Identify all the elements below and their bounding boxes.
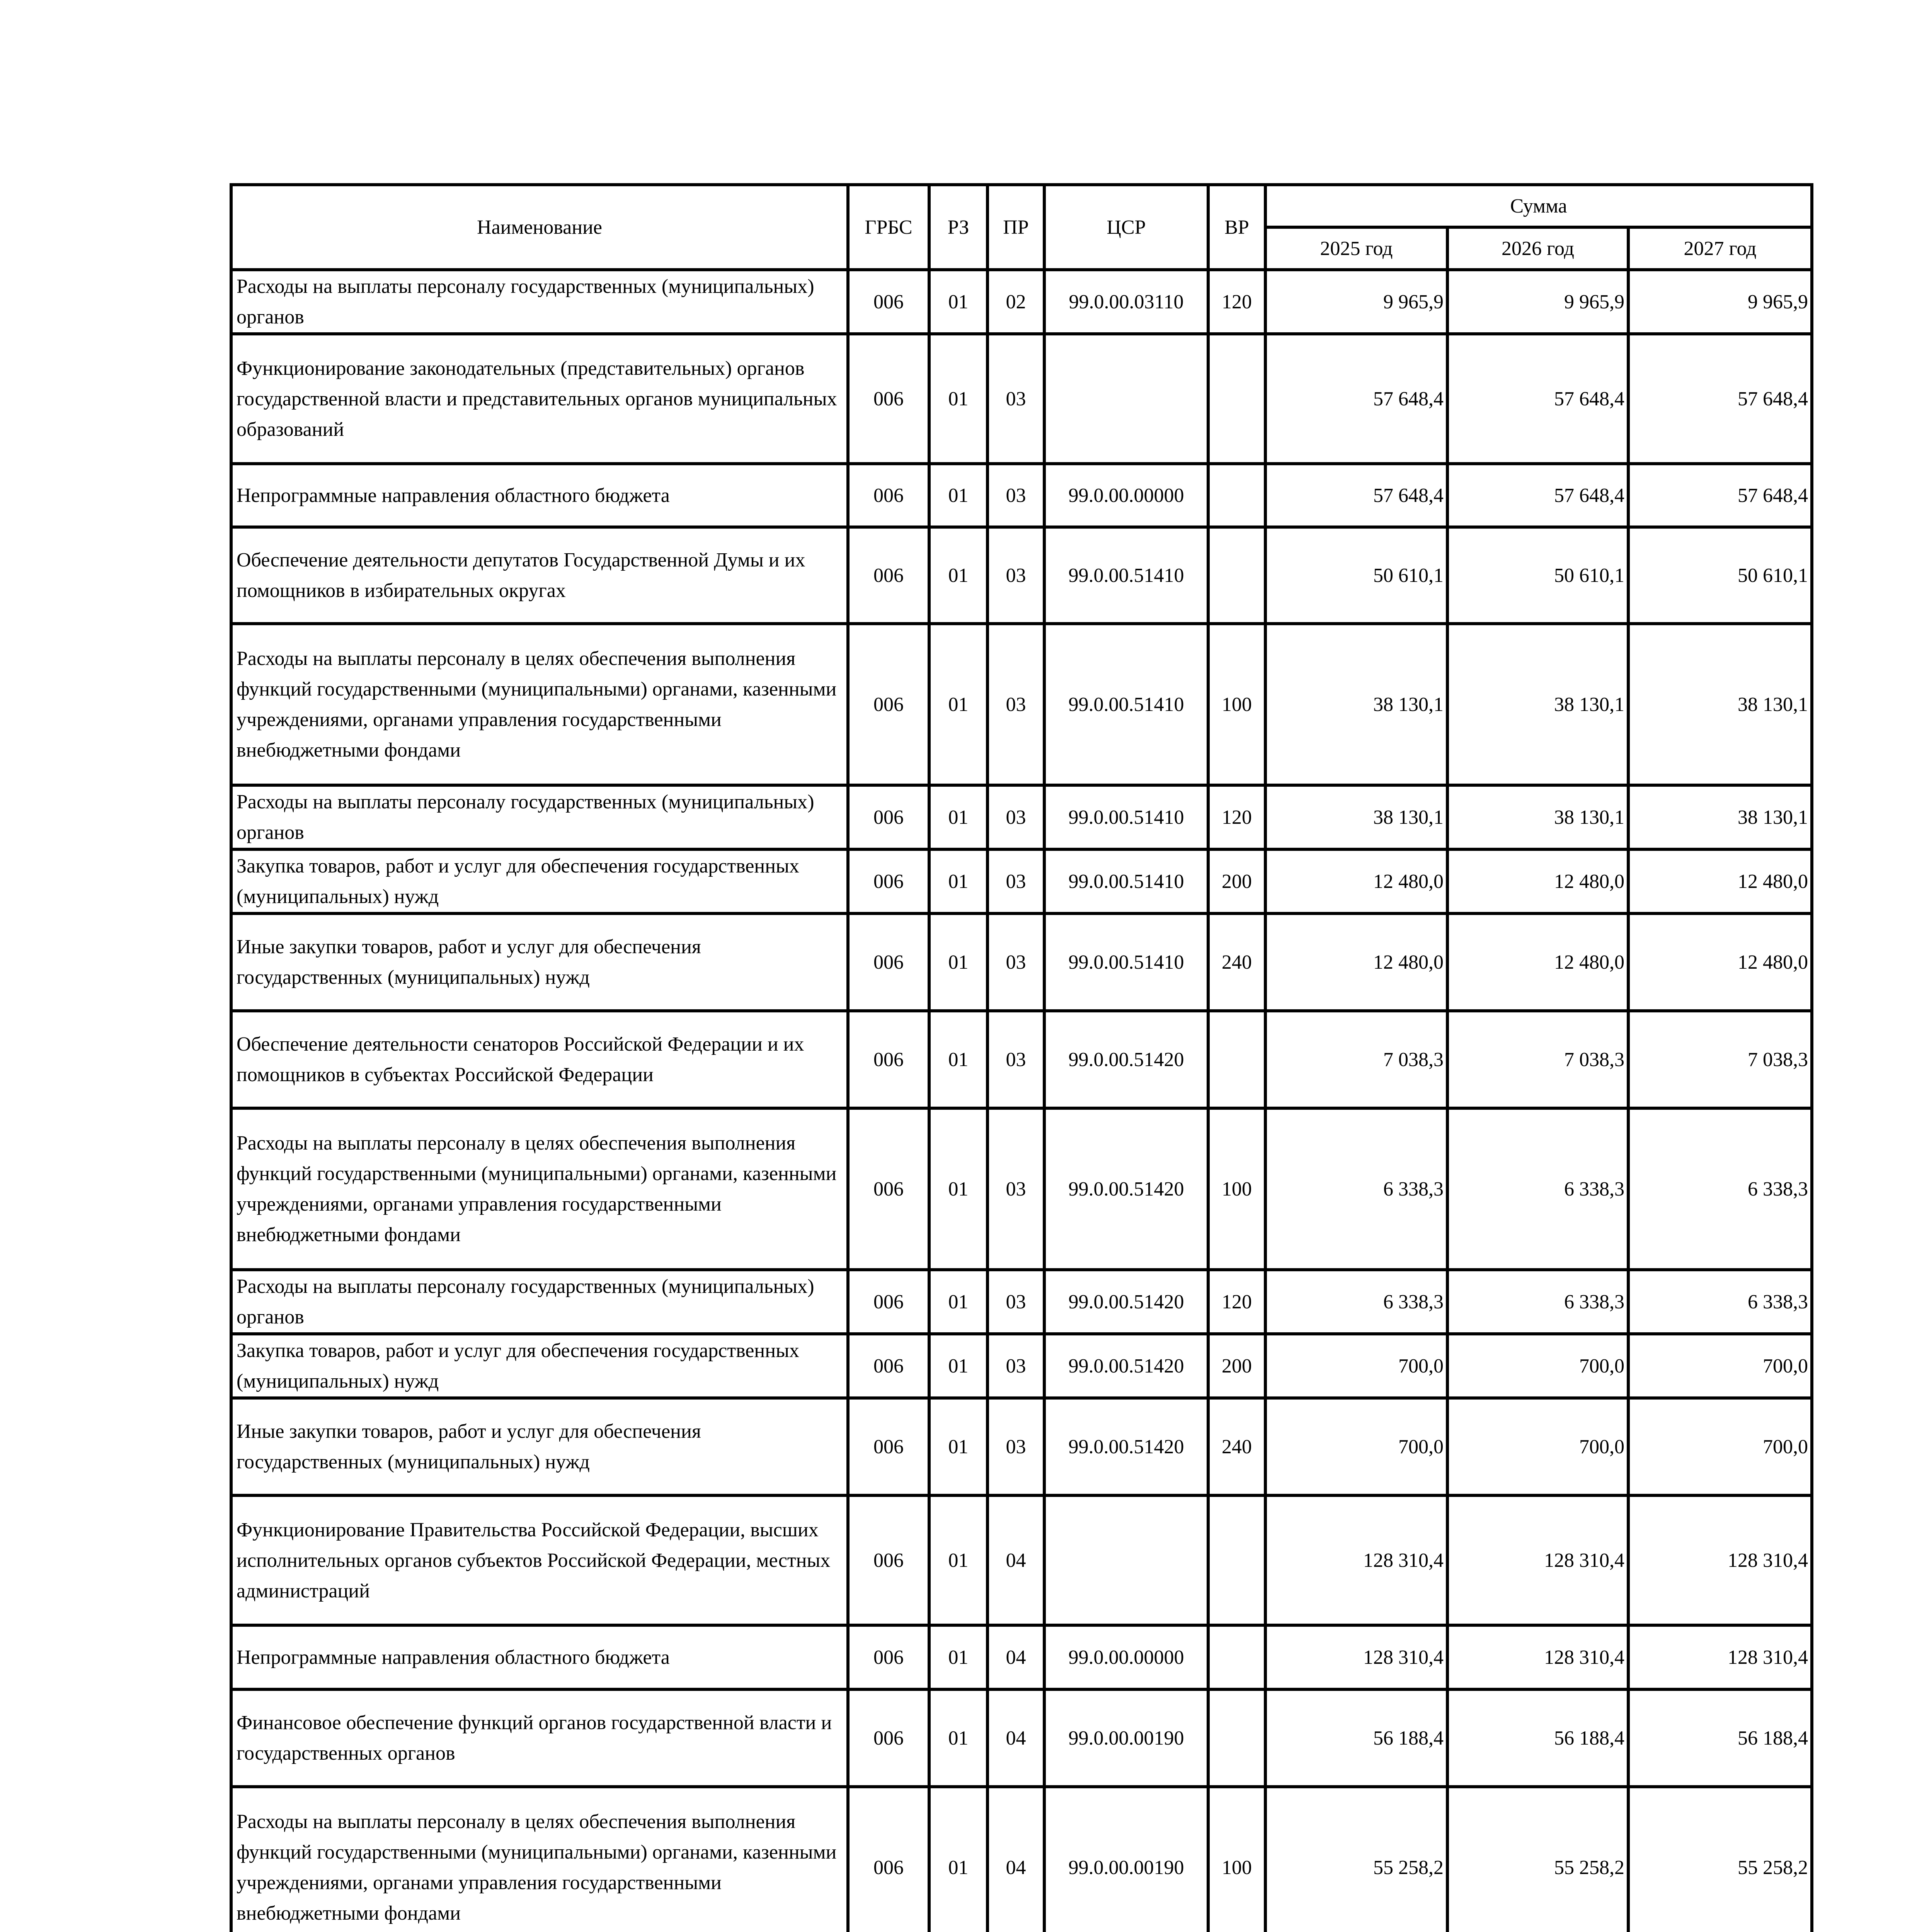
cell-vr — [1208, 1689, 1265, 1787]
cell-sum-2025: 38 130,1 — [1265, 785, 1447, 849]
cell-rz: 01 — [929, 1398, 987, 1495]
cell-sum-2027: 128 310,4 — [1628, 1495, 1812, 1625]
header-name: Наименование — [231, 185, 848, 270]
cell-rz: 01 — [929, 1625, 987, 1689]
cell-sum-2027: 12 480,0 — [1628, 913, 1812, 1011]
cell-sum-2025: 55 258,2 — [1265, 1787, 1447, 1932]
cell-sum-2026: 12 480,0 — [1447, 849, 1628, 913]
cell-name: Закупка товаров, работ и услуг для обеспечения государственных (муниципальных) нужд — [231, 849, 848, 913]
cell-pr: 02 — [987, 270, 1044, 334]
cell-pr: 03 — [987, 1398, 1044, 1495]
header-sum: Сумма — [1265, 185, 1812, 227]
cell-grbs: 006 — [848, 527, 929, 624]
cell-vr: 240 — [1208, 1398, 1265, 1495]
cell-sum-2027: 57 648,4 — [1628, 334, 1812, 464]
cell-rz: 01 — [929, 1689, 987, 1787]
cell-sum-2026: 6 338,3 — [1447, 1270, 1628, 1334]
cell-csr: 99.0.00.51410 — [1044, 624, 1208, 785]
cell-vr: 120 — [1208, 785, 1265, 849]
cell-rz: 01 — [929, 1787, 987, 1932]
cell-pr: 03 — [987, 527, 1044, 624]
cell-grbs: 006 — [848, 1334, 929, 1398]
cell-grbs: 006 — [848, 624, 929, 785]
cell-vr: 120 — [1208, 270, 1265, 334]
cell-vr: 120 — [1208, 1270, 1265, 1334]
cell-sum-2026: 9 965,9 — [1447, 270, 1628, 334]
cell-name: Функционирование Правительства Российской Федерации, высших исполнительных органов субъектов Российской Федерации, местных администраций — [231, 1495, 848, 1625]
cell-csr: 99.0.00.00000 — [1044, 464, 1208, 527]
table-row — [231, 270, 1812, 334]
cell-name: Непрограммные направления областного бюджета — [231, 1625, 848, 1689]
cell-rz: 01 — [929, 334, 987, 464]
cell-grbs: 006 — [848, 270, 929, 334]
table-row — [231, 785, 1812, 849]
cell-name: Финансовое обеспечение функций органов государственной власти и государственных органов — [231, 1689, 848, 1787]
cell-pr: 04 — [987, 1495, 1044, 1625]
cell-pr: 03 — [987, 464, 1044, 527]
cell-csr: 99.0.00.00190 — [1044, 1689, 1208, 1787]
cell-grbs: 006 — [848, 1689, 929, 1787]
header-year-2026: 2026 год — [1447, 227, 1628, 270]
cell-pr: 03 — [987, 1334, 1044, 1398]
cell-sum-2025: 50 610,1 — [1265, 527, 1447, 624]
cell-vr: 200 — [1208, 1334, 1265, 1398]
table-row — [231, 849, 1812, 913]
cell-sum-2025: 12 480,0 — [1265, 849, 1447, 913]
cell-grbs: 006 — [848, 1398, 929, 1495]
table-row — [231, 1108, 1812, 1270]
cell-sum-2027: 128 310,4 — [1628, 1625, 1812, 1689]
cell-pr: 04 — [987, 1689, 1044, 1787]
cell-sum-2026: 128 310,4 — [1447, 1495, 1628, 1625]
cell-sum-2027: 50 610,1 — [1628, 527, 1812, 624]
cell-sum-2026: 57 648,4 — [1447, 334, 1628, 464]
cell-sum-2026: 128 310,4 — [1447, 1625, 1628, 1689]
cell-csr: 99.0.00.51410 — [1044, 527, 1208, 624]
cell-csr: 99.0.00.51410 — [1044, 913, 1208, 1011]
cell-sum-2026: 38 130,1 — [1447, 624, 1628, 785]
cell-vr: 100 — [1208, 624, 1265, 785]
cell-rz: 01 — [929, 624, 987, 785]
cell-name: Обеспечение деятельности сенаторов Российской Федерации и их помощников в субъектах Российской Федерации — [231, 1011, 848, 1108]
cell-name: Функционирование законодательных (представительных) органов государственной власти и представительных органов муниципальных образований — [231, 334, 848, 464]
cell-pr: 03 — [987, 1108, 1044, 1270]
cell-grbs: 006 — [848, 913, 929, 1011]
cell-sum-2027: 6 338,3 — [1628, 1108, 1812, 1270]
cell-vr — [1208, 527, 1265, 624]
cell-sum-2025: 6 338,3 — [1265, 1270, 1447, 1334]
cell-csr: 99.0.00.51420 — [1044, 1011, 1208, 1108]
cell-rz: 01 — [929, 849, 987, 913]
cell-csr: 99.0.00.03110 — [1044, 270, 1208, 334]
cell-grbs: 006 — [848, 1011, 929, 1108]
cell-name: Закупка товаров, работ и услуг для обеспечения государственных (муниципальных) нужд — [231, 1334, 848, 1398]
cell-grbs: 006 — [848, 1270, 929, 1334]
table-row — [231, 1334, 1812, 1398]
table-row — [231, 913, 1812, 1011]
cell-pr: 03 — [987, 334, 1044, 464]
cell-rz: 01 — [929, 1495, 987, 1625]
cell-grbs: 006 — [848, 1787, 929, 1932]
cell-sum-2026: 38 130,1 — [1447, 785, 1628, 849]
cell-vr — [1208, 1011, 1265, 1108]
cell-sum-2026: 56 188,4 — [1447, 1689, 1628, 1787]
cell-rz: 01 — [929, 270, 987, 334]
cell-sum-2027: 12 480,0 — [1628, 849, 1812, 913]
cell-sum-2026: 57 648,4 — [1447, 464, 1628, 527]
cell-sum-2025: 12 480,0 — [1265, 913, 1447, 1011]
table-header — [231, 185, 1812, 270]
cell-grbs: 006 — [848, 1625, 929, 1689]
cell-vr — [1208, 1495, 1265, 1625]
cell-grbs: 006 — [848, 785, 929, 849]
cell-pr: 04 — [987, 1625, 1044, 1689]
cell-name: Расходы на выплаты персоналу в целях обеспечения выполнения функций государственными (муниципальными) органами, казенными учреждениями, органами управления государственными внебюджетными фондами — [231, 624, 848, 785]
cell-vr — [1208, 1625, 1265, 1689]
cell-csr: 99.0.00.51420 — [1044, 1108, 1208, 1270]
table-row — [231, 1011, 1812, 1108]
cell-rz: 01 — [929, 527, 987, 624]
cell-name: Расходы на выплаты персоналу государственных (муниципальных) органов — [231, 270, 848, 334]
cell-name: Расходы на выплаты персоналу в целях обеспечения выполнения функций государственными (муниципальными) органами, казенными учреждениями, органами управления государственными внебюджетными фондами — [231, 1108, 848, 1270]
cell-sum-2027: 57 648,4 — [1628, 464, 1812, 527]
cell-sum-2026: 12 480,0 — [1447, 913, 1628, 1011]
cell-csr: 99.0.00.51410 — [1044, 849, 1208, 913]
cell-pr: 03 — [987, 849, 1044, 913]
table-row — [231, 1398, 1812, 1495]
cell-sum-2025: 9 965,9 — [1265, 270, 1447, 334]
cell-vr: 100 — [1208, 1787, 1265, 1932]
cell-sum-2027: 7 038,3 — [1628, 1011, 1812, 1108]
cell-csr — [1044, 334, 1208, 464]
cell-sum-2025: 7 038,3 — [1265, 1011, 1447, 1108]
cell-grbs: 006 — [848, 1495, 929, 1625]
table-row — [231, 1495, 1812, 1625]
cell-name: Иные закупки товаров, работ и услуг для обеспечения государственных (муниципальных) нужд — [231, 913, 848, 1011]
cell-rz: 01 — [929, 913, 987, 1011]
table-row — [231, 1689, 1812, 1787]
cell-sum-2025: 128 310,4 — [1265, 1495, 1447, 1625]
cell-name: Расходы на выплаты персоналу в целях обеспечения выполнения функций государственными (муниципальными) органами, казенными учреждениями, органами управления государственными внебюджетными фондами — [231, 1787, 848, 1932]
header-vr: ВР — [1208, 185, 1265, 270]
cell-grbs: 006 — [848, 1108, 929, 1270]
cell-sum-2026: 700,0 — [1447, 1398, 1628, 1495]
cell-pr: 03 — [987, 1011, 1044, 1108]
table-row — [231, 1625, 1812, 1689]
cell-pr: 03 — [987, 624, 1044, 785]
cell-sum-2026: 7 038,3 — [1447, 1011, 1628, 1108]
table-body — [231, 270, 1812, 1932]
cell-rz: 01 — [929, 1334, 987, 1398]
cell-sum-2025: 38 130,1 — [1265, 624, 1447, 785]
cell-grbs: 006 — [848, 464, 929, 527]
cell-vr — [1208, 464, 1265, 527]
cell-sum-2027: 700,0 — [1628, 1334, 1812, 1398]
cell-rz: 01 — [929, 1270, 987, 1334]
cell-sum-2026: 700,0 — [1447, 1334, 1628, 1398]
cell-sum-2027: 700,0 — [1628, 1398, 1812, 1495]
cell-csr: 99.0.00.51420 — [1044, 1398, 1208, 1495]
cell-sum-2025: 700,0 — [1265, 1398, 1447, 1495]
cell-name: Обеспечение деятельности депутатов Государственной Думы и их помощников в избирательных округах — [231, 527, 848, 624]
cell-csr: 99.0.00.51420 — [1044, 1270, 1208, 1334]
cell-sum-2026: 55 258,2 — [1447, 1787, 1628, 1932]
cell-name: Непрограммные направления областного бюджета — [231, 464, 848, 527]
cell-name: Расходы на выплаты персоналу государственных (муниципальных) органов — [231, 1270, 848, 1334]
cell-sum-2027: 38 130,1 — [1628, 785, 1812, 849]
table-row — [231, 334, 1812, 464]
header-pr: ПР — [987, 185, 1044, 270]
cell-csr: 99.0.00.51420 — [1044, 1334, 1208, 1398]
cell-sum-2027: 56 188,4 — [1628, 1689, 1812, 1787]
table-row — [231, 527, 1812, 624]
cell-rz: 01 — [929, 1011, 987, 1108]
cell-grbs: 006 — [848, 334, 929, 464]
cell-vr: 200 — [1208, 849, 1265, 913]
header-grbs: ГРБС — [848, 185, 929, 270]
cell-csr: 99.0.00.00190 — [1044, 1787, 1208, 1932]
cell-rz: 01 — [929, 785, 987, 849]
cell-sum-2025: 57 648,4 — [1265, 464, 1447, 527]
cell-sum-2027: 38 130,1 — [1628, 624, 1812, 785]
cell-vr: 100 — [1208, 1108, 1265, 1270]
cell-sum-2026: 6 338,3 — [1447, 1108, 1628, 1270]
cell-vr — [1208, 334, 1265, 464]
budget-table — [230, 183, 1813, 1932]
cell-sum-2025: 128 310,4 — [1265, 1625, 1447, 1689]
cell-pr: 03 — [987, 913, 1044, 1011]
table-row — [231, 624, 1812, 785]
cell-csr — [1044, 1495, 1208, 1625]
header-rz: РЗ — [929, 185, 987, 270]
table-row — [231, 1270, 1812, 1334]
header-year-2027: 2027 год — [1628, 227, 1812, 270]
cell-rz: 01 — [929, 464, 987, 527]
cell-grbs: 006 — [848, 849, 929, 913]
header-year-2025: 2025 год — [1265, 227, 1447, 270]
cell-sum-2025: 700,0 — [1265, 1334, 1447, 1398]
cell-sum-2025: 6 338,3 — [1265, 1108, 1447, 1270]
cell-sum-2027: 55 258,2 — [1628, 1787, 1812, 1932]
cell-csr: 99.0.00.00000 — [1044, 1625, 1208, 1689]
table-row — [231, 464, 1812, 527]
cell-name: Расходы на выплаты персоналу государственных (муниципальных) органов — [231, 785, 848, 849]
header-csr: ЦСР — [1044, 185, 1208, 270]
cell-pr: 03 — [987, 1270, 1044, 1334]
cell-pr: 03 — [987, 785, 1044, 849]
cell-sum-2026: 50 610,1 — [1447, 527, 1628, 624]
cell-vr: 240 — [1208, 913, 1265, 1011]
cell-pr: 04 — [987, 1787, 1044, 1932]
cell-sum-2025: 56 188,4 — [1265, 1689, 1447, 1787]
cell-sum-2027: 9 965,9 — [1628, 270, 1812, 334]
table-row — [231, 1787, 1812, 1932]
cell-csr: 99.0.00.51410 — [1044, 785, 1208, 849]
cell-rz: 01 — [929, 1108, 987, 1270]
cell-sum-2025: 57 648,4 — [1265, 334, 1447, 464]
cell-sum-2027: 6 338,3 — [1628, 1270, 1812, 1334]
cell-name: Иные закупки товаров, работ и услуг для обеспечения государственных (муниципальных) нужд — [231, 1398, 848, 1495]
